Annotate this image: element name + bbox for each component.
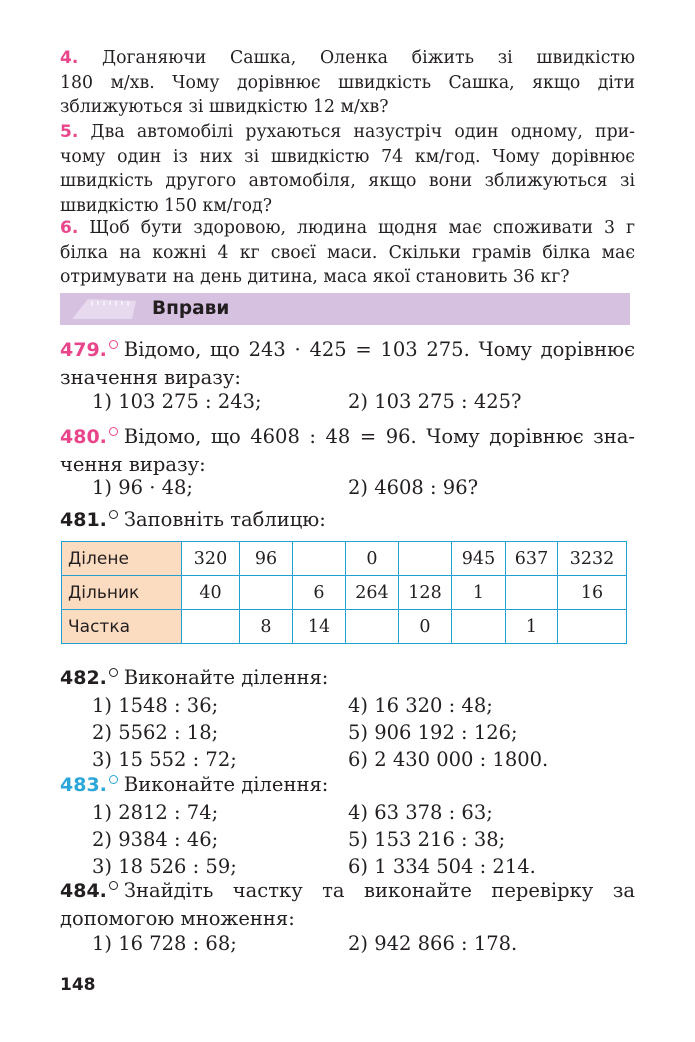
table-cell: 1 bbox=[452, 576, 506, 610]
table-cell: 3232 bbox=[558, 542, 627, 576]
table-cell: 0 bbox=[346, 542, 399, 576]
problem-text: зближуються зі швидкістю 12 м/хв? bbox=[60, 97, 389, 117]
exercise-481 bbox=[60, 506, 635, 534]
table-cell: 637 bbox=[506, 542, 558, 576]
problem-text: Доганяючи Сашка, Оленка біжить зі швидкістю bbox=[102, 48, 635, 68]
table-cell bbox=[506, 576, 558, 610]
table-row bbox=[62, 576, 627, 610]
table-row-label: Частка bbox=[62, 610, 182, 644]
table-cell: 6 bbox=[293, 576, 346, 610]
problem-text: Щоб бути здоровою, людина щодня має споживати 3 г bbox=[89, 218, 635, 238]
problem-5 bbox=[60, 120, 635, 218]
problem-text: 180 м/хв. Чому дорівнює швидкість Сашка, якщо діти bbox=[60, 72, 635, 93]
problem-text: Два автомобілі рухаються назустріч один одному, при- bbox=[90, 122, 635, 142]
degree-icon bbox=[109, 668, 118, 677]
table-cell: 96 bbox=[240, 542, 293, 576]
problem-6 bbox=[60, 216, 635, 290]
table-row bbox=[62, 542, 627, 576]
problem-text: чому один із них зі швидкістю 74 км/год. Чому дорівнює bbox=[60, 146, 635, 167]
table-cell bbox=[240, 576, 293, 610]
table-row-label: Дільник bbox=[62, 576, 182, 610]
exercise-number: 481. bbox=[60, 509, 124, 531]
table-cell: 1 bbox=[506, 610, 558, 644]
degree-icon bbox=[109, 510, 118, 519]
exercise-text: значення виразу: bbox=[60, 366, 241, 389]
ruler-icon bbox=[70, 297, 138, 321]
expression-item: 2) 9384 : 46; bbox=[92, 828, 219, 851]
table-cell: 14 bbox=[293, 610, 346, 644]
exercise-480 bbox=[60, 423, 635, 479]
division-table bbox=[61, 541, 627, 644]
table-cell bbox=[558, 610, 627, 644]
expression-item: 1) 16 728 : 68; bbox=[92, 932, 237, 955]
degree-icon bbox=[109, 427, 118, 436]
degree-icon bbox=[109, 881, 118, 890]
problem-number: 5. bbox=[60, 122, 79, 142]
exercise-483 bbox=[60, 771, 635, 799]
exercise-text: чення виразу: bbox=[60, 453, 206, 476]
table-cell: 8 bbox=[240, 610, 293, 644]
problem-text: швидкість другого автомобіля, якщо вони зближуються зі bbox=[60, 171, 635, 191]
exercise-text: Виконайте ділення: bbox=[123, 773, 329, 796]
expression-item: 6) 1 334 504 : 214. bbox=[348, 855, 536, 878]
table-cell: 264 bbox=[346, 576, 399, 610]
exercise-479 bbox=[60, 336, 635, 392]
expression-item: 3) 15 552 : 72; bbox=[92, 748, 237, 771]
section-title: Вправи bbox=[152, 298, 230, 319]
table-cell: 0 bbox=[399, 610, 452, 644]
page-number: 148 bbox=[60, 975, 96, 995]
expression-item: 3) 18 526 : 59; bbox=[92, 855, 237, 878]
exercise-text: Відомо, що 243 · 425 = 103 275. Чому дорівнює bbox=[123, 338, 635, 361]
expression-item: 4) 16 320 : 48; bbox=[348, 694, 493, 717]
expression-item: 2) 4608 : 96? bbox=[348, 476, 479, 499]
expression-item: 6) 2 430 000 : 1800. bbox=[348, 748, 549, 771]
table-cell bbox=[293, 542, 346, 576]
expression-item: 5) 906 192 : 126; bbox=[348, 721, 518, 744]
exercise-text: Заповніть таблицю: bbox=[123, 508, 326, 531]
table-cell: 945 bbox=[452, 542, 506, 576]
table-cell: 16 bbox=[558, 576, 627, 610]
exercise-482 bbox=[60, 664, 635, 692]
degree-icon bbox=[109, 775, 118, 784]
table-cell: 320 bbox=[182, 542, 240, 576]
exercise-number: 480. bbox=[60, 426, 124, 448]
problem-text: швидкістю 150 км/год? bbox=[60, 195, 272, 216]
table-cell: 40 bbox=[182, 576, 240, 610]
expression-item: 1) 103 275 : 243; bbox=[92, 390, 262, 413]
expression-item: 2) 942 866 : 178. bbox=[348, 932, 518, 955]
expression-item: 1) 2812 : 74; bbox=[92, 801, 219, 824]
expression-item: 2) 5562 : 18; bbox=[92, 721, 219, 744]
table-cell: 128 bbox=[399, 576, 452, 610]
exercise-number: 479. bbox=[60, 339, 124, 361]
problem-text: білка на кожні 4 кг своєї маси. Скільки грамів білка має bbox=[60, 242, 635, 263]
exercise-text: Знайдіть частку та виконайте перевірку за bbox=[123, 879, 635, 902]
table-cell bbox=[182, 610, 240, 644]
exercise-484 bbox=[60, 877, 635, 933]
exercise-text: Виконайте ділення: bbox=[123, 666, 329, 689]
degree-icon bbox=[109, 340, 118, 349]
table-cell bbox=[346, 610, 399, 644]
expression-item: 1) 96 · 48; bbox=[92, 476, 194, 499]
expression-item: 2) 103 275 : 425? bbox=[348, 390, 522, 413]
problem-number: 4. bbox=[60, 48, 79, 68]
problem-text: отримувати на день дитина, маса якої становить 36 кг? bbox=[60, 267, 570, 287]
problem-number: 6. bbox=[60, 218, 79, 238]
exercise-number: 482. bbox=[60, 667, 124, 689]
exercise-number: 484. bbox=[60, 880, 124, 902]
exercise-number: 483. bbox=[60, 774, 124, 796]
problem-4 bbox=[60, 46, 635, 120]
table-row-label: Ділене bbox=[62, 542, 182, 576]
expression-item: 5) 153 216 : 38; bbox=[348, 828, 506, 851]
expression-item: 1) 1548 : 36; bbox=[92, 694, 219, 717]
expression-item: 4) 63 378 : 63; bbox=[348, 801, 493, 824]
exercise-text: Відомо, що 4608 : 48 = 96. Чому дорівнює зна- bbox=[123, 425, 635, 448]
exercise-483-items bbox=[92, 799, 612, 881]
table-cell bbox=[452, 610, 506, 644]
exercise-text: допомогою множення: bbox=[60, 907, 295, 930]
section-banner bbox=[60, 293, 630, 325]
table-row bbox=[62, 610, 627, 644]
table-cell bbox=[399, 542, 452, 576]
exercise-482-items bbox=[92, 692, 612, 774]
